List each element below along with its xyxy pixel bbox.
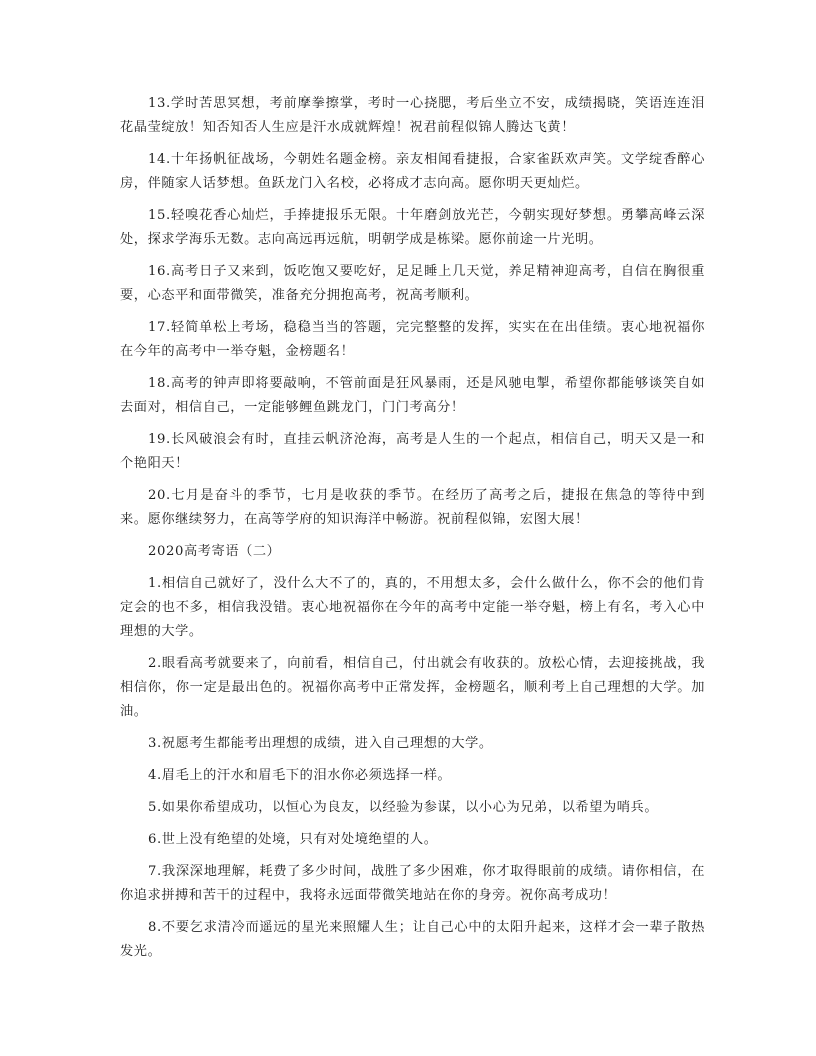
paragraph-6: 6.世上没有绝望的处境，只有对处境绝望的人。 (148, 832, 438, 847)
paragraph-19: 19.长风破浪会有时，直挂云帆济沧海，高考是人生的一个起点，相信自己，明天又是一和个艳阳天！ (120, 432, 705, 471)
paragraph-5: 5.如果你希望成功，以恒心为良友，以经验为参谋，以小心为兄弟，以希望为哨兵。 (148, 800, 659, 815)
paragraph-3: 3.祝愿考生都能考出理想的成绩，进入自己理想的大学。 (148, 736, 493, 751)
section-heading: 2020高考寄语（二） (148, 544, 281, 559)
paragraph-20: 20.七月是奋斗的季节，七月是收获的季节。在经历了高考之后，捷报在焦急的等待中到来。愿你继续努力，在高等学府的知识海洋中畅游。祝前程似锦，宏图大展！ (120, 488, 705, 527)
paragraph-1: 1.相信自己就好了，没什么大不了的，真的，不用想太多，会什么做什么，你不会的他们肯定会的也不多，相信我没错。衷心地祝福你在今年的高考中定能一举夺魁，榜上有名，考入心中理想的大学。 (120, 576, 705, 639)
paragraph-4: 4.眉毛上的汗水和眉毛下的泪水你必须选择一样。 (148, 768, 452, 783)
paragraph-16: 16.高考日子又来到，饭吃饱又要吃好，足足睡上几天觉，养足精神迎高考，自信在胸很重要，心态平和面带微笑，准备充分拥抱高考，祝高考顺利。 (120, 264, 705, 303)
paragraph-8: 8.不要乞求清冷而遥远的星光来照耀人生；让自己心中的太阳升起来，这样才会一辈子散热发光。 (120, 920, 705, 959)
document-body (120, 92, 705, 972)
paragraph-2: 2.眼看高考就要来了，向前看，相信自己，付出就会有收获的。放松心情，去迎接挑战，我相信你，你一定是最出色的。祝福你高考中正常发挥，金榜题名，顺利考上自己理想的大学。加油。 (120, 656, 705, 719)
paragraph-14: 14.十年扬帆征战场，今朝姓名题金榜。亲友相闻看捷报，合家雀跃欢声笑。文学绽香醉心房，伴随家人话梦想。鱼跃龙门入名校，必将成才志向高。愿你明天更灿烂。 (120, 152, 705, 191)
paragraph-7: 7.我深深地理解，耗费了多少时间，战胜了多少困难，你才取得眼前的成绩。请你相信，在你追求拼搏和苦干的过程中，我将永远面带微笑地站在你的身旁。祝你高考成功！ (120, 864, 705, 903)
paragraph-17: 17.轻简单松上考场，稳稳当当的答题，完完整整的发挥，实实在在出佳绩。衷心地祝福你在今年的高考中一举夺魁，金榜题名！ (120, 320, 705, 359)
paragraph-18: 18.高考的钟声即将要敲响，不管前面是狂风暴雨，还是风驰电掣，希望你都能够谈笑自如去面对，相信自己，一定能够鲤鱼跳龙门，门门考高分！ (120, 376, 705, 415)
paragraph-15: 15.轻嗅花香心灿烂，手捧捷报乐无限。十年磨剑放光芒，今朝实现好梦想。勇攀高峰云深处，探求学海乐无数。志向高远再远航，明朝学成是栋梁。愿你前途一片光明。 (120, 208, 705, 247)
paragraph-13: 13.学时苦思冥想，考前摩拳擦掌，考时一心挠腮，考后坐立不安，成绩揭晓，笑语连连泪花晶莹绽放！知否知否人生应是汗水成就辉煌！祝君前程似锦人腾达飞黄！ (120, 96, 705, 135)
